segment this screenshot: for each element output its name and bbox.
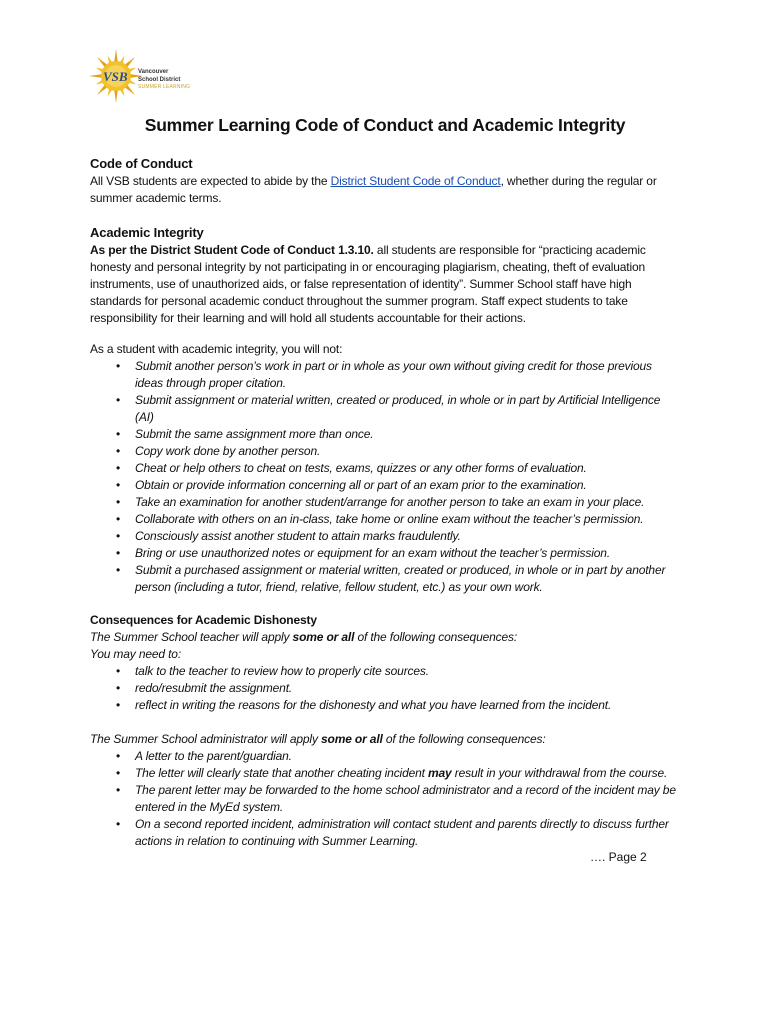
integrity-intro: As a student with academic integrity, you will not: <box>90 342 343 356</box>
list-item: • Submit another person’s work in part or in whole as your own without giving credit for those previous ideas through proper citation. <box>90 358 682 392</box>
code-of-conduct-text: All VSB students are expected to abide by the District Student Code of Conduct, whether during the regular or summer academic terms. <box>90 174 657 205</box>
code-reference: As per the District Student Code of Conduct 1.3.10. <box>90 243 374 257</box>
admin-consequences-list <box>90 748 682 850</box>
district-code-link[interactable]: District Student Code of Conduct <box>330 174 501 188</box>
code-of-conduct-heading: Code of Conduct <box>90 156 193 171</box>
teacher-consequences-intro: The Summer School teacher will apply some or all of the following consequences: <box>90 630 518 644</box>
academic-integrity-paragraph: As per the District Student Code of Conduct 1.3.10. all students are responsible for “practicing academic honesty and personal integrity by not participating in or encouraging plagiarism, cheating, theft of evaluation instruments, use of unauthorized aids, or false representation of identity”. Summer School staff have high standards for personal academic conduct throughout the summer program. Staff expect students to take responsibility for their learning and will hold all students accountable for their actions. <box>90 243 646 325</box>
list-item: • talk to the teacher to review how to properly cite sources. <box>90 663 682 680</box>
logo-line-3: SUMMER LEARNING <box>138 84 191 90</box>
admin-consequences-intro: The Summer School administrator will apply some or all of the following consequences: <box>90 732 546 746</box>
list-item: • Bring or use unauthorized notes or equipment for an exam without the teacher’s permission. <box>90 545 682 562</box>
page-title: Summer Learning Code of Conduct and Academic Integrity <box>144 115 626 135</box>
list-item: • Take an examination for another student/arrange for another person to take an exam in your place. <box>90 494 682 511</box>
list-item: • Copy work done by another person. <box>90 443 682 460</box>
teacher-consequences-list <box>90 663 682 714</box>
sun-ray <box>114 49 118 62</box>
logo-line-1: Vancouver <box>138 69 169 75</box>
list-item: • The parent letter may be forwarded to the home school administrator and a record of the incident may be entered in the MyEd system. <box>90 782 682 816</box>
list-item: • Submit the same assignment more than once. <box>90 426 682 443</box>
logo-text <box>138 69 190 92</box>
logo-mark: VSB <box>103 69 128 84</box>
page-indicator: …. Page 2 <box>590 850 647 864</box>
list-item: • Consciously assist another student to attain marks fraudulently. <box>90 528 682 545</box>
vsb-logo <box>88 44 208 116</box>
list-item: • Cheat or help others to cheat on tests, exams, quizzes or any other forms of evaluation. <box>90 460 682 477</box>
integrity-list <box>90 358 682 596</box>
list-item: • On a second reported incident, administration will contact student and parents directly to discuss further actions in relation to continuing with Summer Learning. <box>90 816 682 850</box>
sun-ray <box>89 74 102 78</box>
list-item: • The letter will clearly state that another cheating incident may result in your withdrawal from the course. <box>90 765 682 782</box>
you-may-need-to: You may need to: <box>90 647 181 661</box>
list-item: • A letter to the parent/guardian. <box>90 748 682 765</box>
list-item: • Submit a purchased assignment or material written, created or produced, in whole or in part by another person (including a tutor, friend, relative, fellow student, etc.) as your own work. <box>90 562 682 596</box>
consequences-heading: Consequences for Academic Dishonesty <box>90 613 317 627</box>
list-item: • Collaborate with others on an in-class, take home or online exam without the teacher’s permission. <box>90 511 682 528</box>
sun-ray <box>114 90 118 103</box>
document-body <box>90 155 682 850</box>
list-item: • reflect in writing the reasons for the dishonesty and what you have learned from the incident. <box>90 697 682 714</box>
list-item: • Submit assignment or material written, created or produced, in whole or in part by Artificial Intelligence (AI) <box>90 392 682 426</box>
academic-integrity-heading: Academic Integrity <box>90 225 204 240</box>
logo-line-2: School District <box>138 76 181 83</box>
list-item: • redo/resubmit the assignment. <box>90 680 682 697</box>
list-item: • Obtain or provide information concerning all or part of an exam prior to the examination. <box>90 477 682 494</box>
